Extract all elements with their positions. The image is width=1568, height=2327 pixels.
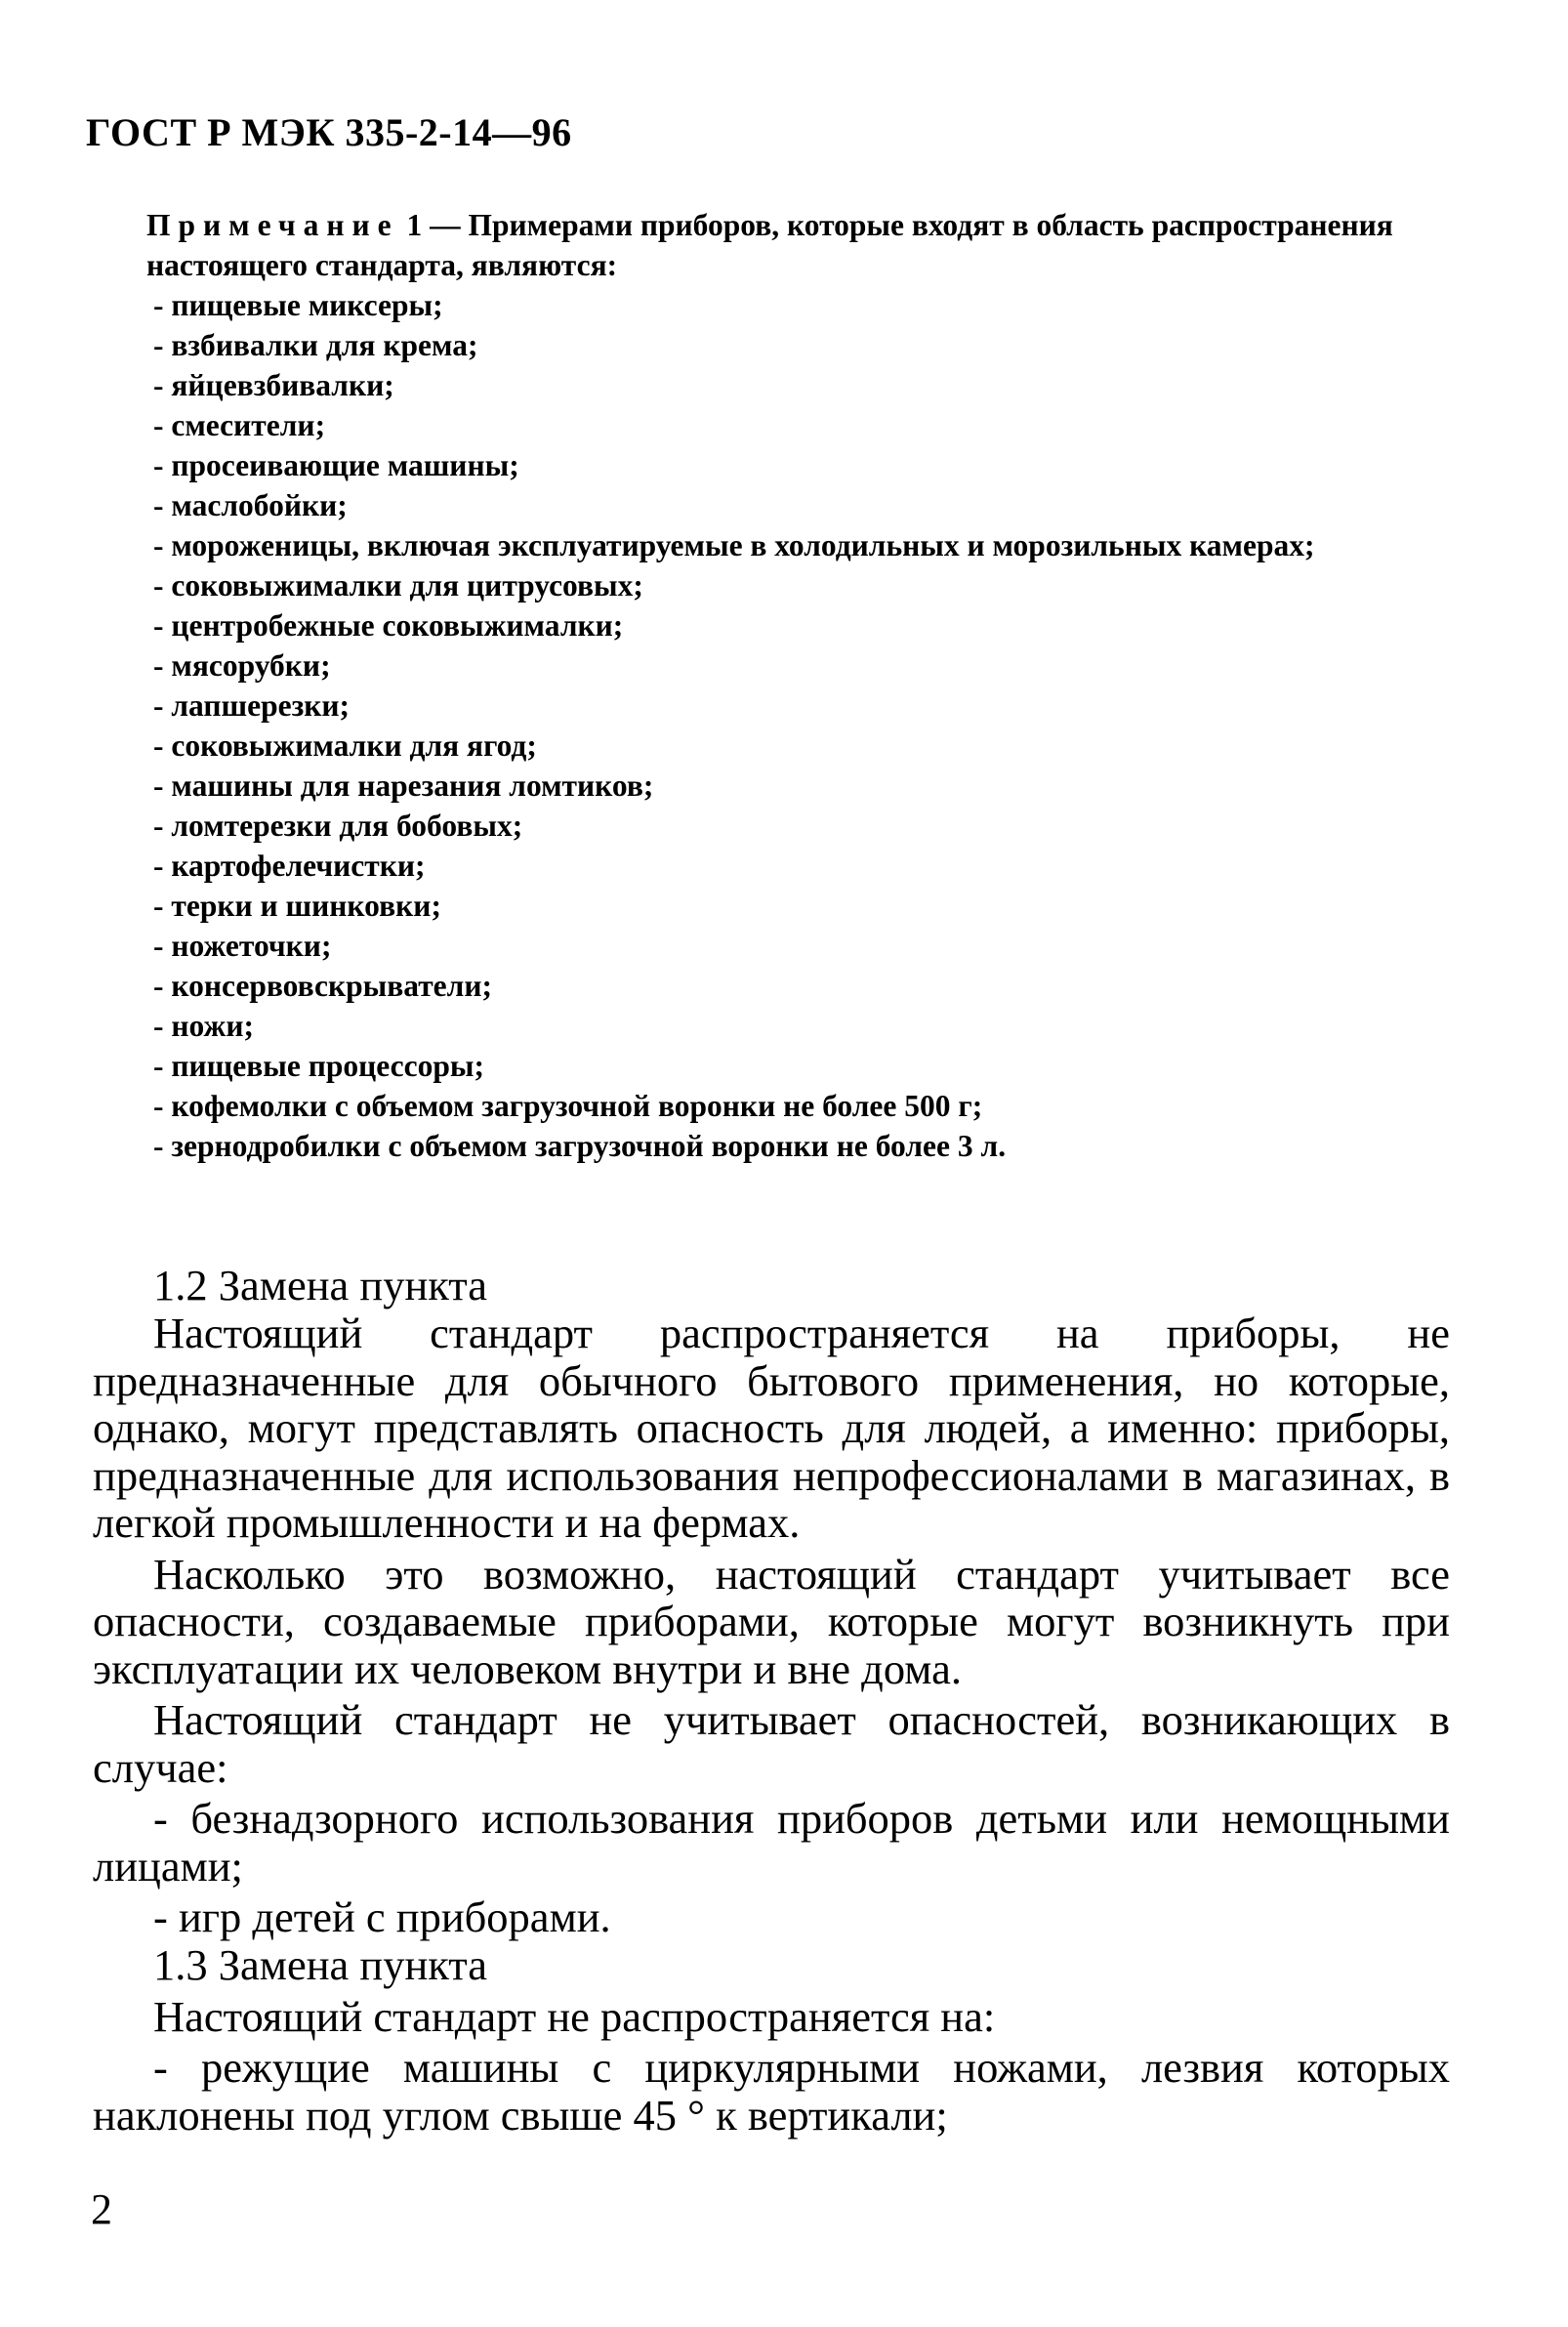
page-number: 2 <box>91 2185 112 2233</box>
section-1-3-heading: 1.3 Замена пункта <box>153 1939 488 1989</box>
note-text: 1 — Примерами приборов, которые входят в область распространения настоящего стандарта, являются: <box>146 208 1393 282</box>
list-item: - просеивающие машины; <box>153 448 519 482</box>
body-text <box>93 1262 1450 2139</box>
list-item: - кофемолки с объемом загрузочной воронки не более 500 г; <box>153 1089 983 1123</box>
list-item: - соковыжималки для ягод; <box>153 728 537 763</box>
list-item: - ножеточки; <box>153 929 332 963</box>
section-1-3-paragraph: Настоящий стандарт не распространяется на: <box>153 1991 996 2041</box>
section-1-2-paragraph: - безнадзорного использования приборов детьми или немощными лицами; <box>93 1794 1450 1891</box>
list-item: - пищевые миксеры; <box>153 288 443 322</box>
list-item: - консервовскрыватели; <box>153 969 492 1003</box>
appliance-examples-list <box>146 285 1435 1166</box>
list-item: - яйцевзбивалки; <box>153 368 394 402</box>
list-item: - смесители; <box>153 408 326 442</box>
list-item: - мясорубки; <box>153 648 331 683</box>
note-intro <box>146 205 1435 285</box>
list-item: - маслобойки; <box>153 488 348 522</box>
list-item: - терки и шинковки; <box>153 889 441 923</box>
list-item: - ломтерезки для бобовых; <box>153 809 523 843</box>
list-item: - картофелечистки; <box>153 849 426 883</box>
section-1-2-paragraph: Настоящий стандарт распространяется на приборы, не предназначенные для обычного бытового применения, но которые, однако, могут представлять опасность для людей, а именно: приборы, предназначенные для использования непрофессионалами в магазинах, в легкой промышленности и на фермах. <box>93 1309 1450 1547</box>
section-1-2-paragraph: - игр детей с приборами. <box>153 1892 611 1941</box>
section-1-2-heading: 1.2 Замена пункта <box>153 1261 488 1309</box>
list-item: - ножи; <box>153 1009 254 1043</box>
section-1-3-paragraph: - режущие машины с циркулярными ножами, лезвия которых наклонены под углом свыше 45 ° к вертикали; <box>93 2043 1450 2140</box>
list-item: - лапшерезки; <box>153 688 351 723</box>
document-code-header: ГОСТ Р МЭК 335-2-14—96 <box>86 110 572 154</box>
list-item: - пищевые процессоры; <box>153 1049 484 1083</box>
note-block <box>146 205 1435 1166</box>
section-1-2-paragraph: Настоящий стандарт не учитывает опасностей, возникающих в случае: <box>93 1695 1450 1792</box>
section-1-2-paragraph: Насколько это возможно, настоящий стандарт учитывает все опасности, создаваемые приборами, которые могут возникнуть при эксплуатации их человеком внутри и вне дома. <box>93 1549 1450 1693</box>
list-item: - центробежные соковыжималки; <box>153 608 624 643</box>
list-item: - зернодробилки с объемом загрузочной воронки не более 3 л. <box>153 1129 1007 1163</box>
list-item: - мороженицы, включая эксплуатируемые в холодильных и морозильных камерах; <box>153 528 1315 562</box>
list-item: - машины для нарезания ломтиков; <box>153 769 654 803</box>
list-item: - соковыжималки для цитрусовых; <box>153 568 643 603</box>
note-label: Примечание <box>146 208 399 242</box>
list-item: - взбивалки для крема; <box>153 328 478 362</box>
